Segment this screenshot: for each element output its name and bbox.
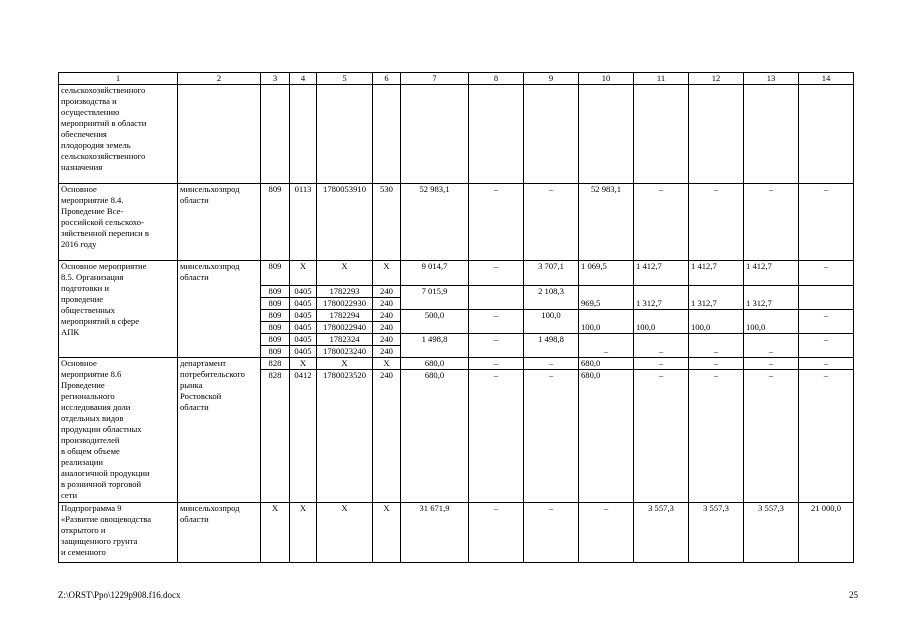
- text-line: Подпрограмма 9: [61, 503, 122, 513]
- value-cell: 1 498,8: [524, 334, 579, 358]
- table-row-8-4: [59, 184, 854, 261]
- value-cell: –: [469, 358, 524, 370]
- value-cell: 3 707,1: [524, 261, 579, 286]
- text-line: области: [180, 402, 209, 412]
- total-cell: 31 671,9: [401, 503, 469, 563]
- table-row-continuation: [59, 85, 854, 184]
- text-line: в розничной торговой: [61, 479, 142, 489]
- text-line: мероприятие 8.6: [61, 369, 122, 379]
- text-line: Проведение Все-: [61, 206, 124, 216]
- value-cell: –: [689, 358, 744, 370]
- text-line: сельскохозяйственного: [61, 85, 146, 95]
- expense-type-cell: Х: [373, 503, 401, 563]
- activity-name-cell: [59, 358, 178, 503]
- total-cell: 1 498,8: [401, 334, 469, 358]
- total-cell: 7 015,9: [401, 286, 469, 310]
- empty-cell: [579, 85, 634, 184]
- value-cell: 1 312,7: [689, 286, 744, 310]
- value-cell: –: [524, 503, 579, 563]
- value-cell: –: [469, 370, 524, 503]
- expense-type-cell: Х: [373, 261, 401, 286]
- executor-cell: [178, 358, 261, 503]
- text-line: в общем объеме: [61, 446, 120, 456]
- value-cell: 1 312,7: [744, 286, 799, 310]
- value-cell: 100,0: [744, 310, 799, 334]
- value-cell: –: [469, 334, 524, 358]
- col-header-14: 14: [799, 73, 854, 85]
- section-code-cell: 0405: [290, 322, 317, 334]
- text-line: Ростовской: [180, 391, 222, 401]
- grbs-code-cell: 809: [261, 286, 290, 298]
- value-cell: 100,0: [579, 310, 634, 334]
- col-header-5: 5: [317, 73, 373, 85]
- section-code-cell: 0405: [290, 334, 317, 346]
- text-line: исследования доли: [61, 402, 131, 412]
- col-header-10: 10: [579, 73, 634, 85]
- text-line: минсельхозпрод: [180, 503, 240, 513]
- value-cell: –: [744, 358, 799, 370]
- text-line: мероприятий в области: [61, 118, 147, 128]
- text-line: производства и: [61, 96, 117, 106]
- value-cell: –: [579, 503, 634, 563]
- text-line: сети: [61, 490, 78, 500]
- text-line: производителей: [61, 435, 120, 445]
- target-article-cell: 1780023520: [317, 370, 373, 503]
- value-cell: 21 000,0: [799, 503, 854, 563]
- col-header-11: 11: [634, 73, 689, 85]
- value-cell: 100,0: [524, 310, 579, 334]
- executor-cell: [178, 184, 261, 261]
- value-cell: –: [744, 334, 799, 358]
- value-cell: 680,0: [579, 370, 634, 503]
- value-cell: –: [634, 370, 689, 503]
- total-cell: 52 983,1: [401, 184, 469, 261]
- empty-cell: [290, 85, 317, 184]
- table-row-8-5: [59, 261, 854, 286]
- text-line: АПК: [61, 327, 80, 337]
- section-code-cell: 0405: [290, 286, 317, 298]
- text-line: Основное: [61, 184, 97, 194]
- expense-type-cell: 240: [373, 310, 401, 322]
- target-article-cell: 1780022930: [317, 298, 373, 310]
- text-line: осуществлению: [61, 107, 120, 117]
- text-line: отдельных видов: [61, 413, 124, 423]
- section-code-cell: 0113: [290, 184, 317, 261]
- expense-type-cell: 240: [373, 322, 401, 334]
- empty-cell: [261, 85, 290, 184]
- text-line: Проведение: [61, 380, 105, 390]
- table-row-8-6: [59, 358, 854, 370]
- text-line: подготовки и: [61, 283, 110, 293]
- value-cell: –: [689, 184, 744, 261]
- value-cell: –: [579, 334, 634, 358]
- executor-cell: [178, 261, 261, 358]
- text-line: обеспечения: [61, 129, 107, 139]
- page-number: 25: [849, 590, 858, 600]
- empty-cell: [178, 85, 261, 184]
- col-header-4: 4: [290, 73, 317, 85]
- value-cell: –: [689, 370, 744, 503]
- total-cell: 680,0: [401, 370, 469, 503]
- section-code-cell: 0405: [290, 310, 317, 322]
- section-code-cell: 0405: [290, 298, 317, 310]
- value-cell: –: [744, 370, 799, 503]
- value-cell: –: [469, 503, 524, 563]
- target-article-cell: 1782324: [317, 334, 373, 346]
- empty-cell: [634, 85, 689, 184]
- section-code-cell: 0412: [290, 370, 317, 503]
- value-cell: –: [799, 261, 854, 286]
- value-cell: 100,0: [634, 310, 689, 334]
- value-cell: 3 557,3: [634, 503, 689, 563]
- text-line: мероприятие 8.4.: [61, 195, 124, 205]
- empty-cell: [744, 85, 799, 184]
- expense-type-cell: 240: [373, 334, 401, 346]
- executor-cell: [178, 503, 261, 563]
- value-cell: –: [799, 310, 854, 334]
- value-cell: 969,5: [579, 286, 634, 310]
- target-article-cell: Х: [317, 358, 373, 370]
- value-cell: 1 312,7: [634, 286, 689, 310]
- text-line: продукции областных: [61, 424, 142, 434]
- value-cell: –: [524, 184, 579, 261]
- activity-name-cell: [59, 261, 178, 358]
- col-header-7: 7: [401, 73, 469, 85]
- target-article-cell: 1780022940: [317, 322, 373, 334]
- value-cell: 2 108,3: [524, 286, 579, 310]
- value-cell: –: [799, 184, 854, 261]
- target-article-cell: 1780023240: [317, 346, 373, 358]
- value-cell: 1 069,5: [579, 261, 634, 286]
- text-line: потребительского: [180, 369, 245, 379]
- empty-cell: [401, 85, 469, 184]
- expense-type-cell: 240: [373, 346, 401, 358]
- text-line: рынка: [180, 380, 203, 390]
- grbs-code-cell: 809: [261, 346, 290, 358]
- text-line: департамент: [180, 358, 227, 368]
- grbs-code-cell: 828: [261, 358, 290, 370]
- value-cell: 52 983,1: [579, 184, 634, 261]
- expense-type-cell: 240: [373, 286, 401, 298]
- text-line: 2016 году: [61, 239, 97, 249]
- section-code-cell: Х: [290, 503, 317, 563]
- empty-cell: [469, 85, 524, 184]
- text-line: минсельхозпрод: [180, 261, 240, 271]
- grbs-code-cell: 809: [261, 261, 290, 286]
- col-header-8: 8: [469, 73, 524, 85]
- col-header-3: 3: [261, 73, 290, 85]
- value-cell: 3 557,3: [689, 503, 744, 563]
- col-header-9: 9: [524, 73, 579, 85]
- target-article-cell: Х: [317, 261, 373, 286]
- text-line: реализации: [61, 457, 103, 467]
- text-line: и семенного: [61, 547, 106, 557]
- text-line: мероприятий в сфере: [61, 316, 140, 326]
- grbs-code-cell: 809: [261, 322, 290, 334]
- value-cell: –: [469, 261, 524, 286]
- col-header-2: 2: [178, 73, 261, 85]
- text-line: общественных: [61, 305, 115, 315]
- text-line: области: [180, 195, 209, 205]
- value-cell: –: [744, 184, 799, 261]
- value-cell: [799, 286, 854, 310]
- activity-name-cell: [59, 85, 178, 184]
- expense-type-cell: 240: [373, 298, 401, 310]
- text-line: области: [180, 272, 209, 282]
- total-cell: 500,0: [401, 310, 469, 334]
- target-article-cell: Х: [317, 503, 373, 563]
- value-cell: –: [469, 310, 524, 334]
- text-line: регионального: [61, 391, 115, 401]
- total-cell: 680,0: [401, 358, 469, 370]
- text-line: российской сельскохо-: [61, 217, 144, 227]
- value-cell: –: [469, 184, 524, 261]
- value-cell: –: [799, 358, 854, 370]
- text-line: минсельхозпрод: [180, 184, 240, 194]
- value-cell: 100,0: [689, 310, 744, 334]
- grbs-code-cell: Х: [261, 503, 290, 563]
- expense-type-cell: 240: [373, 370, 401, 503]
- grbs-code-cell: 809: [261, 310, 290, 322]
- target-article-cell: 1780053910: [317, 184, 373, 261]
- empty-cell: [689, 85, 744, 184]
- col-header-13: 13: [744, 73, 799, 85]
- text-line: зяйственной переписи в: [61, 228, 149, 238]
- text-line: плодородия земель: [61, 140, 131, 150]
- text-line: сельскохозяйственного: [61, 151, 146, 161]
- text-line: Основное мероприятие: [61, 261, 147, 271]
- value-cell: 1 412,7: [689, 261, 744, 286]
- value-cell: –: [634, 184, 689, 261]
- grbs-code-cell: 809: [261, 298, 290, 310]
- section-code-cell: Х: [290, 358, 317, 370]
- document-path: Z:\ORST\Ppo\1229p908.f16.docx: [58, 590, 181, 600]
- budget-table: [58, 72, 854, 563]
- value-cell: 1 412,7: [634, 261, 689, 286]
- value-cell: –: [524, 370, 579, 503]
- value-cell: –: [634, 334, 689, 358]
- text-line: проведение: [61, 294, 104, 304]
- section-code-cell: 0405: [290, 346, 317, 358]
- total-cell: 9 014,7: [401, 261, 469, 286]
- text-line: области: [180, 514, 209, 524]
- col-header-12: 12: [689, 73, 744, 85]
- grbs-code-cell: 828: [261, 370, 290, 503]
- value-cell: 3 557,3: [744, 503, 799, 563]
- empty-cell: [799, 85, 854, 184]
- activity-name-cell: [59, 184, 178, 261]
- grbs-code-cell: 809: [261, 334, 290, 346]
- value-cell: –: [634, 358, 689, 370]
- empty-cell: [373, 85, 401, 184]
- text-line: «Развитие овощеводства: [61, 514, 152, 524]
- column-number-row: [59, 73, 854, 85]
- text-line: 8.5. Организация: [61, 272, 124, 282]
- text-line: аналогичной продукции: [61, 468, 150, 478]
- section-code-cell: Х: [290, 261, 317, 286]
- text-line: назначения: [61, 162, 103, 172]
- value-cell: 680,0: [579, 358, 634, 370]
- expense-type-cell: Х: [373, 358, 401, 370]
- text-line: защищенного грунта: [61, 536, 138, 546]
- value-cell: –: [799, 334, 854, 358]
- value-cell: –: [799, 370, 854, 503]
- expense-type-cell: 530: [373, 184, 401, 261]
- table-row-subprogram-9: [59, 503, 854, 563]
- value-cell: –: [689, 334, 744, 358]
- target-article-cell: 1782293: [317, 286, 373, 298]
- activity-name-cell: [59, 503, 178, 563]
- value-cell: –: [524, 358, 579, 370]
- target-article-cell: 1782294: [317, 310, 373, 322]
- empty-cell: [524, 85, 579, 184]
- col-header-1: 1: [59, 73, 178, 85]
- grbs-code-cell: 809: [261, 184, 290, 261]
- empty-cell: [317, 85, 373, 184]
- text-line: открытого и: [61, 525, 106, 535]
- value-cell: 1 412,7: [744, 261, 799, 286]
- text-line: Основное: [61, 358, 97, 368]
- col-header-6: 6: [373, 73, 401, 85]
- value-cell: [469, 286, 524, 310]
